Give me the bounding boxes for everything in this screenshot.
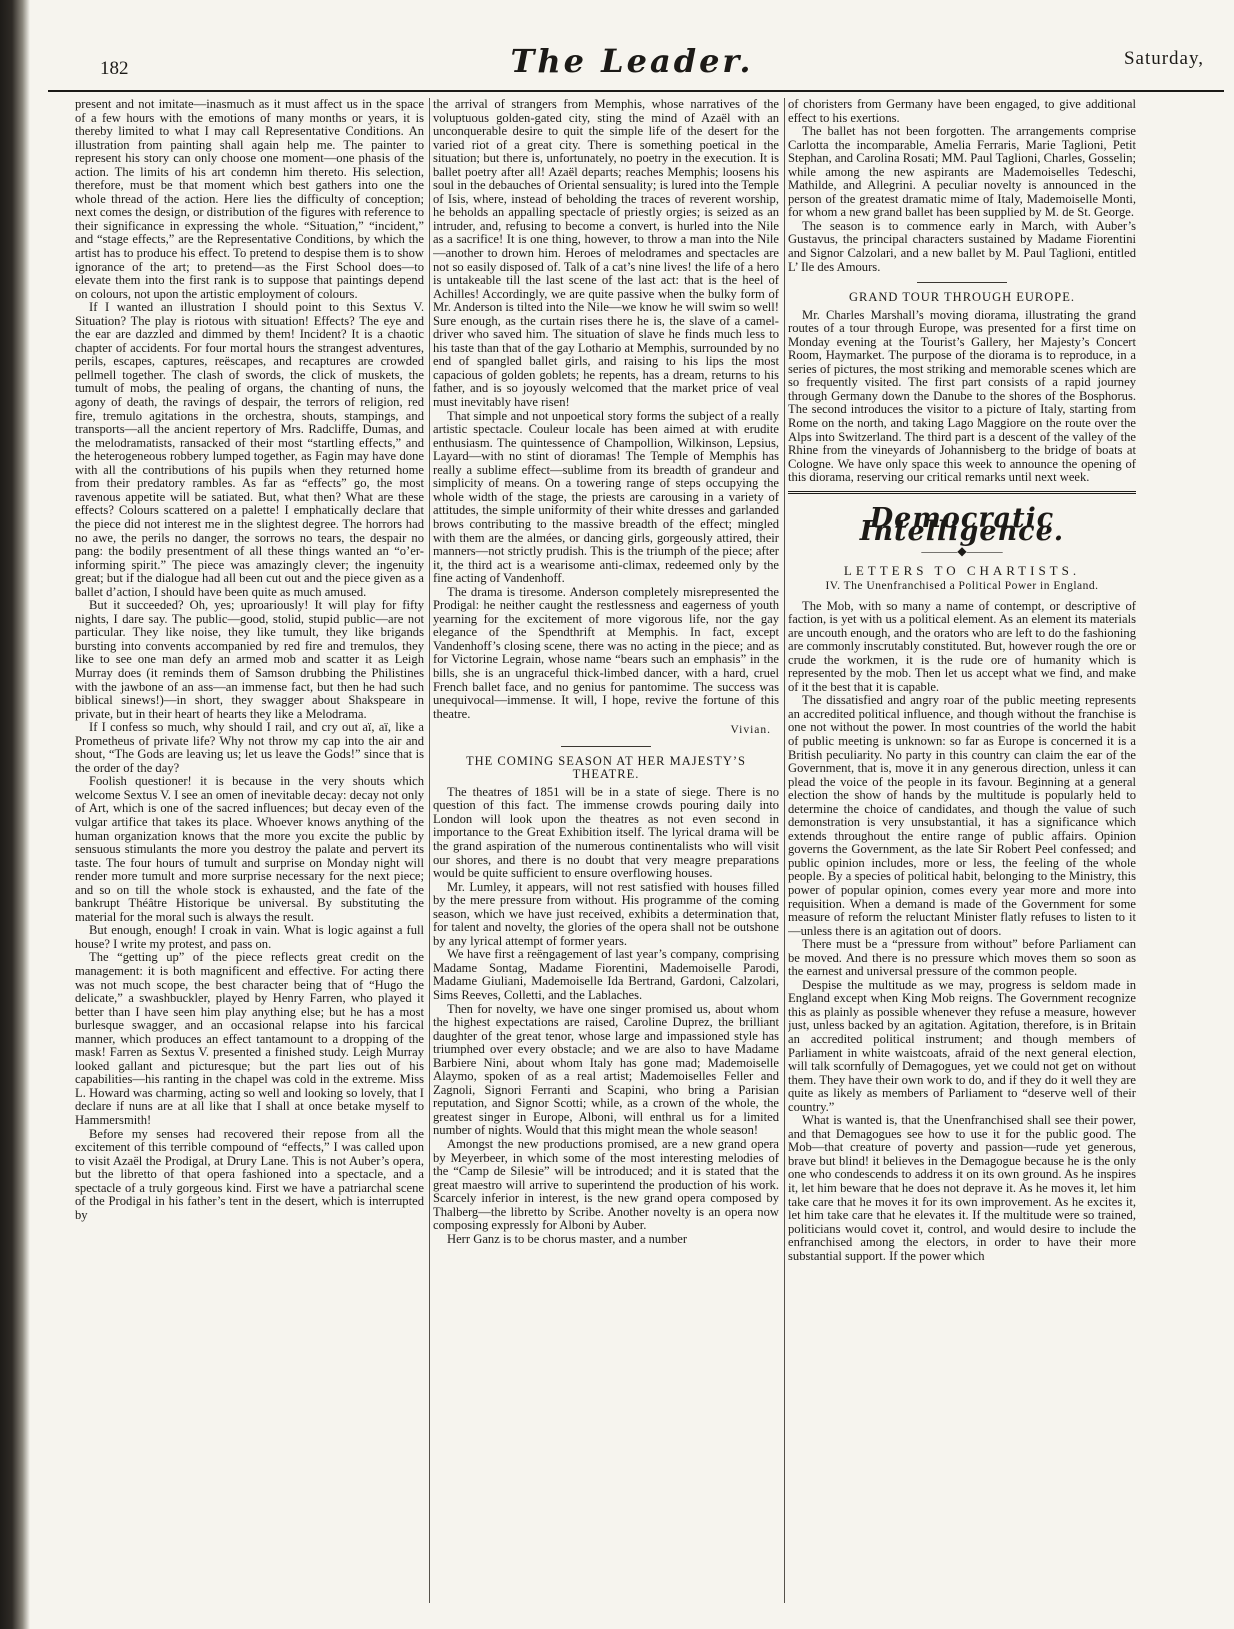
series-heading: LETTERS TO CHARTISTS.	[843, 563, 1081, 579]
article-paragraph: If I wanted an illustration I should point to this Sextus V. Situation? The play is riotous with situation! Effects? The eye and the ear are dazzled and dimmed by them! Incident? It is a chaotic chapter of accidents. For four mortal hours the strangest adventures, perils, escapes, captures, reëscapes, and recaptures are crowded pellmell together. The clash of swords, the click of muskets, the tumult of mobs, the pealing of organs, the chanting of nuns, the agony of death, the ravings of despair, the terrors of religion, red fire, tremulo agitations in the orchestra, shouts, stampings, and transports—all the ancient repertory of Mrs. Radcliffe, Dumas, and the melodramatists, ransacked of their most “startling effects,” and the heterogeneous robbery lumped together, as Fagin may have done with all the contributions of his pupils when they returned home from their predatory rambles. As far as “effects” go, the most ravenous appetite will be satiated. But, what then? What are these effects? Colours scattered on a palette! I emphatically declare that the piece did not interest me in the slightest degree. The horrors had no awe, the perils no danger, the sorrows no tears, the despair no pang: the bodily presentment of all these things wanted an “o’er-informing spirit.” The piece was amazingly clever; the ingenuity great; but if the dialogue had all been cut out and the piece given as a ballet d’action, I should have been quite as much amused.	[75, 300, 424, 599]
article-paragraph: The season is to commence early in March, with Auber’s Gustavus, the principal characters sustained by Madame Fiorentini and Signor Calzolari, and a new ballet by M. Paul Taglioni, entitled L’ Ile des Amours.	[788, 218, 1136, 274]
article-paragraph: Despise the multitude as we may, progress is seldom made in England except when King Mob reigns. The Government recognize this as plainly as possible whenever they refuse a measure, however just, unless backed by an agitation. Agitation, therefore, is in Britain an accredited political instrument; and though members of Parliament in white waistcoats, afraid of the next general election, will talk scornfully of Demagogues, yet we could not get on without them. They have their own work to do, and if they do it well they are quite as likely as members of Parliament to “deserve well of their country.”	[788, 977, 1136, 1114]
masthead-title: The Leader.	[510, 42, 754, 80]
column-divider	[784, 98, 785, 1603]
section-divider	[561, 746, 651, 747]
article-paragraph: present and not imitate—inasmuch as it must affect us in the space of a few hours with the emotions of many months or years, it is thereby limited to what I may call Representative Conditions. An illustration from painting shall again help me. The painter to represent his story can only choose one moment—one phasis of the action. The limits of his art condemn him thereto. His selection, therefore, must be that moment which best gathers into one the whole thread of the action. Here lies the difficulty of conception; next comes the design, or distribution of the figures with reference to their significance in expressing the whole. “Situation,” “incident,” and “stage effects,” are the Representative Conditions, by which the artist has to produce his effect. To pretend to despise them is to show ignorance of the art; to pretend—as the First School does—to elevate them into the first rank is to suppose that paintings depend on colours, not upon the artistic employment of colours.	[75, 98, 424, 301]
article-paragraph: Then for novelty, we have one singer promised us, about whom the highest expectations are raised, Caroline Duprez, the brilliant daughter of the great tenor, whose large and impassioned style has triumphed over every obstacle; and we are also to have Madame Barbiere Nini, about whom Italy has gone mad; Mademoiselle Alaymo, spoken of as a real artist; Mademoiselles Feller and Zagnoli, Signori Ferranti and Scapini, who bring a Parisian reputation, and Signor Scotti; while, as a crown of the whole, the greatest singer in Europe, Alboni, will enthral us for a limited number of nights. Would that this might mean the whole season!	[433, 1001, 779, 1138]
article-paragraph: We have first a reëngagement of last year’s company, comprising Madame Sontag, Madame Fiorentini, Mademoiselle Parodi, Madame Giuliani, Mademoiselle Ida Bertrand, Gardoni, Calzolari, Sims Reeves, Colletti, and the Lablaches.	[433, 947, 779, 1002]
page-binding-edge	[0, 0, 30, 1629]
article-paragraph: The ballet has not been forgotten. The arrangements comprise Carlotta the incomparable, Amelia Ferraris, Marie Taglioni, Petit Stephan, and Carolina Rosati; MM. Paul Taglioni, Charles, Gosselin; while among the new aspirants are Mademoiselles Tedeschi, Mathilde, and Allegrini. A peculiar novelty is announced in the person of the greatest dramatic mime of Italy, Mademoiselle Monti, for whom a new grand ballet has been supplied by M. de St. George.	[788, 124, 1136, 220]
article-paragraph: Foolish questioner! it is because in the very shouts which welcome Sextus V. I see an omen of inevitable decay: decay not only of Art, which is one of the sacred influences; but decay even of the vulgar artifice that takes its place. Whoever knows anything of the human organization knows that the more you excite the public by sensuous stimulants the more you destroy the palate and pervert its taste. The four hours of tumult and surprise on Monday night will render more tumult and more surprise necessary for the next piece; and so on till the whole stock is exhausted, and the fate of the bankrupt Théâtre Historique be universal. By substituting the material for the moral such is always the result.	[75, 774, 424, 924]
article-paragraph: The theatres of 1851 will be in a state of siege. There is no question of this fact. The immense crowds pouring daily into London will look upon the theatres as not even second in importance to the Great Exhibition itself. The lyrical drama will be the grand aspiration of the numerous continentalists who will visit our shores, and there is no doubt that very meagre preparations would be quite sufficient to ensure overflowing houses.	[433, 784, 779, 881]
article-paragraph: Amongst the new productions promised, are a new grand opera by Meyerbeer, in which some of the most interesting melodies of the “Camp de Silesie” will be introduced; and it is stated that the great maestro will arrive to superintend the production of his work. Scarcely inferior in interest, is the new grand opera composed by Thalberg—the libretto by Scribe. Another novelty is an opera now composing expressly for Alboni by Auber.	[433, 1137, 779, 1233]
column-1	[75, 98, 424, 1603]
section-heading: GRAND TOUR THROUGH EUROPE.	[848, 290, 1076, 305]
article-paragraph: The dissatisfied and angry roar of the public meeting represents an accredited political influence, and though without the franchise is one not without the power. In most countries of the world the habit of public meeting is unknown: so far as Europe is concerned it is a British peculiarity. No party in this country can claim the ear of the Government, that is, move it in any generous direction, unless it can plead the voice of the people in its favour. Beginning at a general election the show of hands by the multitude is popularly held to determine the choice of candidates, and though the value of such demonstration is very unsubstantial, it has a significance which extends throughout the entire range of public affairs. Opinion governs the Government, as the late Sir Robert Peel confessed; and public opinion includes, more or less, the feeling of the whole people. By a species of political habit, belonging to the Ministry, this power of popular opinion, comes every year more and more into requisition. When a demand is made of the Government for some measure of reform the reluctant Minister flatly refuses to listen to it—unless there is an agitation out of doors.	[788, 693, 1136, 938]
section-divider	[917, 282, 1007, 283]
article-signature: Vivian.	[730, 724, 771, 737]
article-paragraph: If I confess so much, why should I rail, and cry out aï, aï, like a Prometheus of private life? Why not throw my cap into the air and shout, “The Gods are leaving us; let us leave the Gods!” since that is the order of the day?	[75, 720, 424, 775]
article-paragraph: Mr. Lumley, it appears, will not rest satisfied with houses filled by the mere pressure from without. His programme of the coming season, which we have just received, exhibits a determination that, for talent and novelty, the glories of the opera shall not be outshone by any lyrical attempt of former years.	[433, 879, 779, 948]
article-paragraph: Before my senses had recovered their repose from all the excitement of this terrible compound of “effects,” I was called upon to visit Azaël the Prodigal, at Drury Lane. This is not Auber’s opera, but the libretto of that opera fashioned into a spectacle, and a spectacle of a truly gorgeous kind. First we have a patriarchal scene of the Prodigal in his father’s tent in the desert, which is interrupted by	[75, 1126, 424, 1222]
ornament-divider-icon: ———◆———	[921, 543, 1003, 558]
column-divider	[429, 98, 430, 1603]
article-paragraph: Mr. Charles Marshall’s moving diorama, illustrating the grand routes of a tour through Europe, was presented for a first time on Monday evening at the Tourist’s Gallery, her Majesty’s Concert Room, Haymarket. The purpose of the diorama is to reproduce, in a series of pictures, the most striking and memorable scenes which are so frequently visited. The first part consists of a rapid journey through Germany down the Danube to the shores of the Bosphorus. The second introduces the visitor to a picture of Italy, starting from Rome on the north, and taking Lago Maggiore on the route over the Alps into Switzerland. The third part is a descent of the valley of the Rhine from the vineyards of Johannisberg to the bridge of boats at Cologne. We have only space this week to announce the opening of this diorama, reserving our critical remarks until next week.	[788, 307, 1136, 485]
article-paragraph: The Mob, with so many a name of contempt, or descriptive of faction, is yet with us a political element. As an element its materials are uncouth enough, and the orators who are left to do the fashioning are commonly inscrutably constituted. But, however rough the ore or crude the workmen, it is the rude ore of humanity which is represented by the mob. Then let us accept what we find, and make of it the best that it is capable.	[788, 598, 1136, 694]
article-paragraph: That simple and not unpoetical story forms the subject of a really artistic spectacle. Couleur locale has been aimed at with erudite enthusiasm. The quintessence of Champollion, Wilkinson, Lepsius, Layard—with no stint of dioramas! The Temple of Memphis has really a sublime effect—sublime from its breadth of grandeur and simplicity of means. On a towering range of steps occupying the whole width of the stage, the priests are carousing in a variety of attitudes, the simple uniformity of their white dresses and garlanded brows contributing to the massive breadth of the effect; mingled with them are the almées, or dancing girls, gorgeously attired, their manners—not strictly prudish. This is the triumph of the piece; after it, the third act is a wearisome anti-climax, redeemed only by the fine acting of Vandenhoff.	[433, 408, 779, 586]
page-number: 182	[100, 58, 129, 79]
department-rule	[788, 491, 1136, 494]
article-paragraph: But enough, enough! I croak in vain. What is logic against a full house? I write my protest, and pass on.	[75, 923, 424, 951]
article-paragraph: But it succeeded? Oh, yes; uproariously! It will play for fifty nights, I dare say. The public—good, stolid, stupid public—are not particular. They like noise, they like tumult, they like brigands bursting into convents accompanied by red fire and tremulos, they like to see one man defy an armed mob and scatter it as Leigh Murray does (it reminds them of Samson drubbing the Philistines with the jawbone of an ass—an immense fact, but then he had such biblical sinews!)—in short, they swagger about Shakspeare in private, but in their heart of hearts they like a Melodrama.	[75, 598, 424, 721]
page-header	[48, 36, 1216, 92]
column-3	[788, 98, 1136, 1603]
article-paragraph: The drama is tiresome. Anderson completely misrepresented the Prodigal: he neither caught the restlessness and eagerness of youth yearning for the excitement of more vigorous life, nor the gay elegance of the Spendthrift at Memphis. In fact, except Vandenhoff’s closing scene, there was no acting in the piece; and as for Victorine Legrain, whose name “bears such an emphasis” in the bills, she is an ungraceful thick-limbed dancer, with a hard, cruel French ballet face, and no genius for pantomime. The success was unequivocal—immense. It will, I hope, revive the fortune of this theatre.	[433, 584, 779, 721]
article-paragraph: Herr Ganz is to be chorus master, and a number	[447, 1231, 688, 1246]
article-paragraph: The “getting up” of the piece reflects great credit on the management: it is both magnificent and effective. For acting there was not much scope, the best character being that of “Hugo the delicate,” a swashbuckler, played by Henry Farren, who played it better than I have seen him play anything else; but he has a most burlesque swagger, and an occasional relapse into his farcical manner, which produces an effect tantamount to a dropping of the mask! Farren as Sextus V. presented a finished study. Leigh Murray looked gallant and picturesque; but the part lies out of his capabilities—his ranting in the chapel was cold in the extreme. Miss L. Howard was charming, acting so well and looking so lovely, that I declare if nuns are at all like that I shall at once betake myself to Hammersmith!	[75, 950, 424, 1128]
article-paragraph: What is wanted is, that the Unenfranchised shall see their power, and that Demagogues see how to use it for the public good. The Mob—that creature of poverty and passion—rude yet generous, brave but blind! it believes in the Demagogue because he is the only one who condescends to address it on its own ground. As he inspires it, let him beware that he does not deprave it. As he moves it, let him take care that he moves it for its own improvement. As he excites it, let him take care that he elevates it. If the multitude were so trained, politicians would covet it, control, and would desire to include the enfranchised among the electors, in order to have their more substantial support. If the power which	[788, 1113, 1136, 1263]
letter-heading: IV. The Unenfranchised a Political Power in England.	[825, 579, 1099, 592]
article-paragraph: the arrival of strangers from Memphis, whose narratives of the voluptuous golden-gated city, sting the mind of Azaël with an unconquerable desire to quit the simple life of the desert for the varied riot of a great city. There is something poetical in the situation; but there is, unfortunately, no poetry in the execution. It is ballet poetry after all! Azaël departs; reaches Memphis; loosens his soul in the debauches of Oriental sensuality; is lured into the Temple of Isis, where, instead of beholding the traces of reverent worship, he beholds an appalling spectacle of priestly orgies; is seized as an intruder, and, refusing to become a convert, is hurled into the Nile as a sacrifice! It is one thing, however, to throw a man into the Nile—another to drown him. Heroes of melodrames and spectacles are not so easily disposed of. Talk of a cat’s nine lives! the life of a hero is untakeable till the last scene of the last act: that is the heel of Achilles! Accordingly, we are quite passive when the bulky form of Mr. Anderson is tilted into the Nile—we know he will swim so well! Sure enough, as the curtain rises there he is, the slave of a camel-driver who saved him. The situation of slave he finds much less to his taste than that of the gay Lothario at Memphis, surrounded by no end of spangled ballet girls, and raising to his lips the most capacious of golden goblets; he repents, has a dream, returns to his father, and is so joyously welcomed that the market price of veal must inevitably have risen!	[433, 98, 779, 410]
article-paragraph: There must be a “pressure from without” before Parliament can be moved. And there is no pressure which moves them so soon as the earnest and universal pressure of the common people.	[788, 937, 1136, 979]
section-heading: THE COMING SEASON AT HER MAJESTY’S THEATRE.	[466, 753, 746, 782]
header-day-label: Saturday,	[1123, 48, 1204, 69]
header-rule	[48, 90, 1224, 92]
column-2	[433, 98, 779, 1603]
article-paragraph: of choristers from Germany have been engaged, to give additional effect to his exertions.	[788, 98, 1136, 125]
department-heading: Democratic Intelligence.	[859, 502, 1065, 548]
